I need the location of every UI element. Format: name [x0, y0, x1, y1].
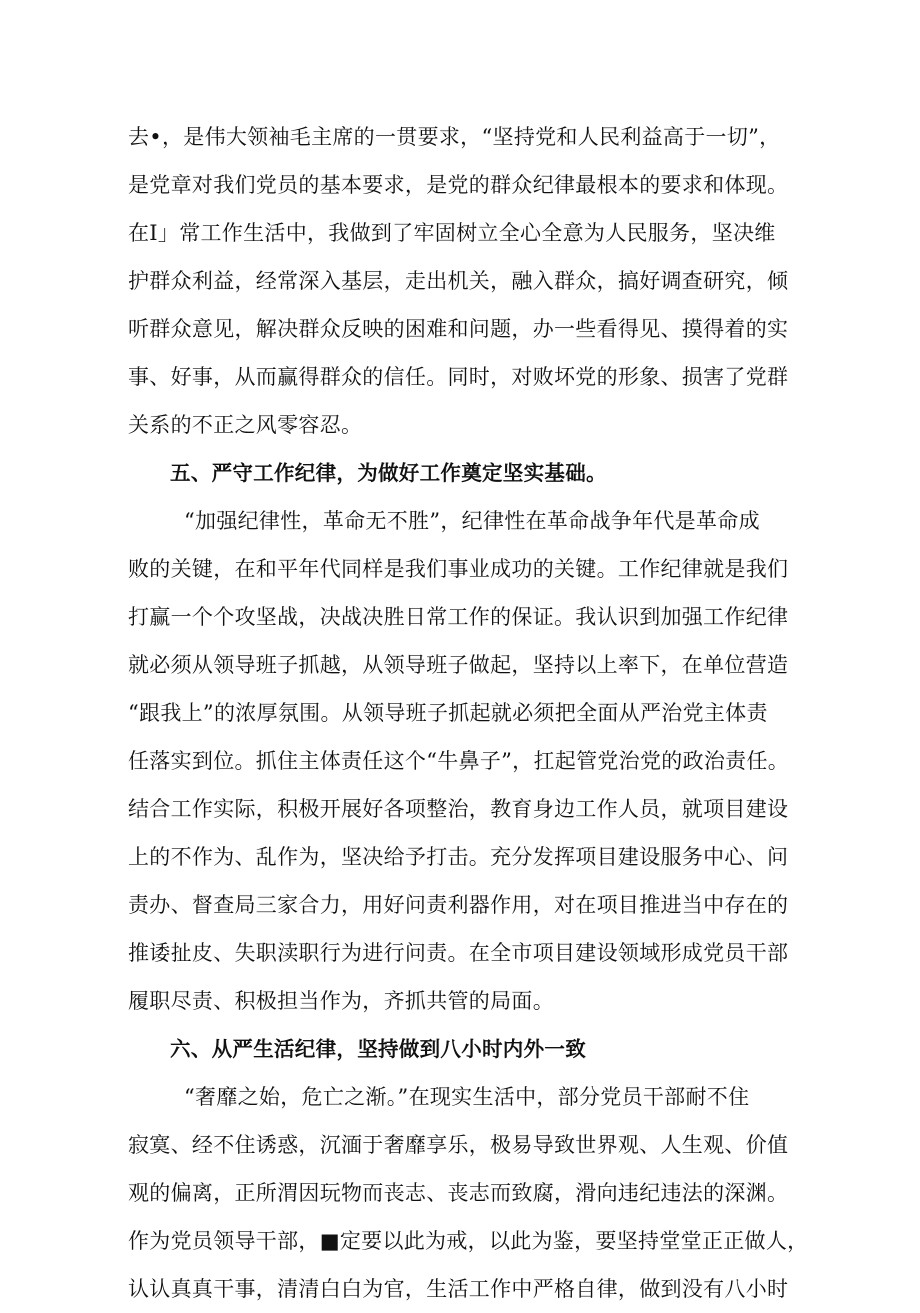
- text-line: 是党章对我们党员的基本要求，是党的群众纪律最根本的要求和体现。: [128, 173, 789, 197]
- text-line: 事、好事，从而赢得群众的信任。同时，对败坏党的形象、损害了党群: [128, 365, 789, 389]
- text-line: 去•，是伟大领袖毛主席的一贯要求，“坚持党和人民利益高于一切”，: [128, 125, 781, 149]
- text-line: “加强纪律性，革命无不胜”，纪律性在革命战争年代是革命成: [184, 509, 760, 533]
- text-line: 任落实到位。抓住主体责任这个“牛鼻子”，扛起管党治党的政治责任。: [128, 749, 790, 773]
- text-line: 败的关键，在和平年代同样是我们事业成功的关键。工作纪律就是我们: [128, 557, 789, 581]
- text-line: 推诿扯皮、失职渎职行为进行问责。在全市项目建设领域形成党员干部: [128, 941, 789, 965]
- text-line: 认认真真干事，清清白白为官，生活工作中严格自律，做到没有八小时: [128, 1277, 789, 1301]
- text-line: “奢靡之始，危亡之渐。”在现实生活中，部分党员干部耐不住: [184, 1085, 750, 1109]
- text-line: 上的不作为、乱作为，坚决给予打击。充分发挥项目建设服务中心、问: [128, 845, 789, 869]
- section-five-paragraph: [128, 497, 796, 1025]
- section-heading-five: 五、严守工作纪律，为做好工作奠定坚实基础。: [170, 461, 607, 485]
- text-line: 打赢一个个攻坚战，决战决胜日常工作的保证。我认识到加强工作纪律: [128, 605, 789, 629]
- text-line: 履职尽责、积极担当作为，齐抓共管的局面。: [128, 989, 554, 1013]
- text-line: 作为党员领导干部，■定要以此为戒，以此为鉴，要坚持堂堂正正做人，: [128, 1229, 809, 1253]
- text-line: 听群众意见，解决群众反映的困难和问题，办一些看得见、摸得着的实: [128, 317, 789, 341]
- text-line: 关系的不正之风零容忍。: [128, 413, 363, 437]
- text-line: 在I」常工作生活中，我做到了牢固树立全心全意为人民服务，坚决维: [128, 221, 776, 245]
- paragraph-continuation: [128, 113, 796, 449]
- section-heading-six: 六、从严生活纪律，坚持做到八小时内外一致: [170, 1037, 586, 1061]
- text-line: 护群众利益，经常深入基层，走出机关，融入群众，搞好调查研究，倾: [128, 269, 789, 293]
- text-line: 观的偏离，正所渭因玩物而丧志、丧志而致腐，滑向违纪违法的深渊。: [128, 1181, 789, 1205]
- text-line: “跟我上”的浓厚氛围。从领导班子抓起就必须把全面从严治党主体责: [128, 701, 768, 725]
- text-line: 责办、督查局三家合力，用好问责利器作用，对在项目推进当中存在的: [128, 893, 789, 917]
- text-line: 结合工作实际，积极开展好各项整治，教育身边工作人员，就项目建设: [128, 797, 789, 821]
- section-six-paragraph: [128, 1073, 809, 1313]
- text-line: 就必须从领导班子抓越，从领导班子做起，坚持以上率下，在单位营造: [128, 653, 789, 677]
- document-body: [128, 113, 809, 1313]
- text-line: 寂寞、经不住诱惑，沉湎于奢靡享乐，极易导致世界观、人生观、价值: [128, 1133, 789, 1157]
